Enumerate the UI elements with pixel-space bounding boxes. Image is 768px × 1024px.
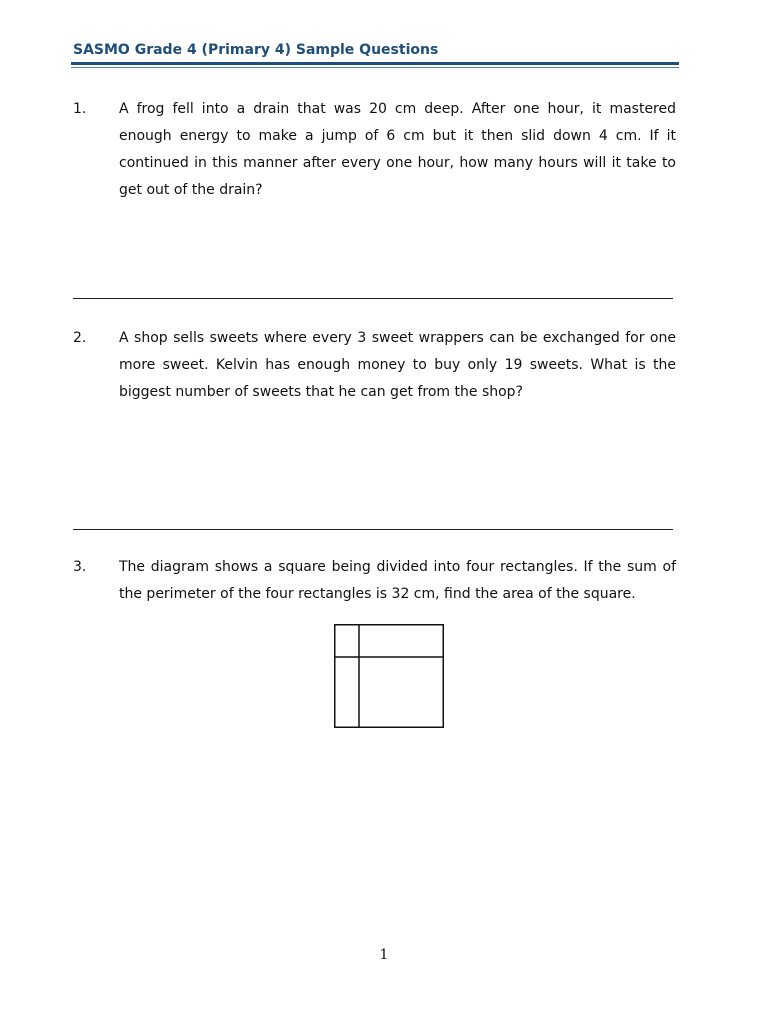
question-text: A frog fell into a drain that was 20 cm deep. After one hour, it mastered enough energy to make a jump of 6 cm but it then slid down 4 cm. If it continued in this manner after every one hour, how many hours will it take to get out of the drain? (119, 101, 676, 198)
question-number: 2. (73, 330, 87, 346)
page-number: 1 (379, 947, 389, 963)
question-text: The diagram shows a square being divided into four rectangles. If the sum of the perimeter of the four rectangles is 32 cm, find the area of the square. (119, 559, 676, 602)
outer-square (335, 625, 444, 728)
question-1 (73, 96, 676, 204)
square-diagram (334, 624, 444, 728)
page-header-title: SASMO Grade 4 (Primary 4) Sample Questions (73, 42, 439, 58)
answer-separator-line (73, 529, 673, 530)
question-2 (73, 325, 676, 406)
question-number: 1. (73, 101, 87, 117)
question-text: A shop sells sweets where every 3 sweet wrappers can be exchanged for one more sweet. Kelvin has enough money to buy only 19 sweets. What is the biggest number of sweets that he can get from the shop? (119, 330, 676, 400)
question-3 (73, 554, 676, 608)
header-rule (71, 62, 679, 65)
header-rule-thin (71, 67, 679, 68)
answer-separator-line (73, 298, 673, 299)
question-number: 3. (73, 559, 87, 575)
